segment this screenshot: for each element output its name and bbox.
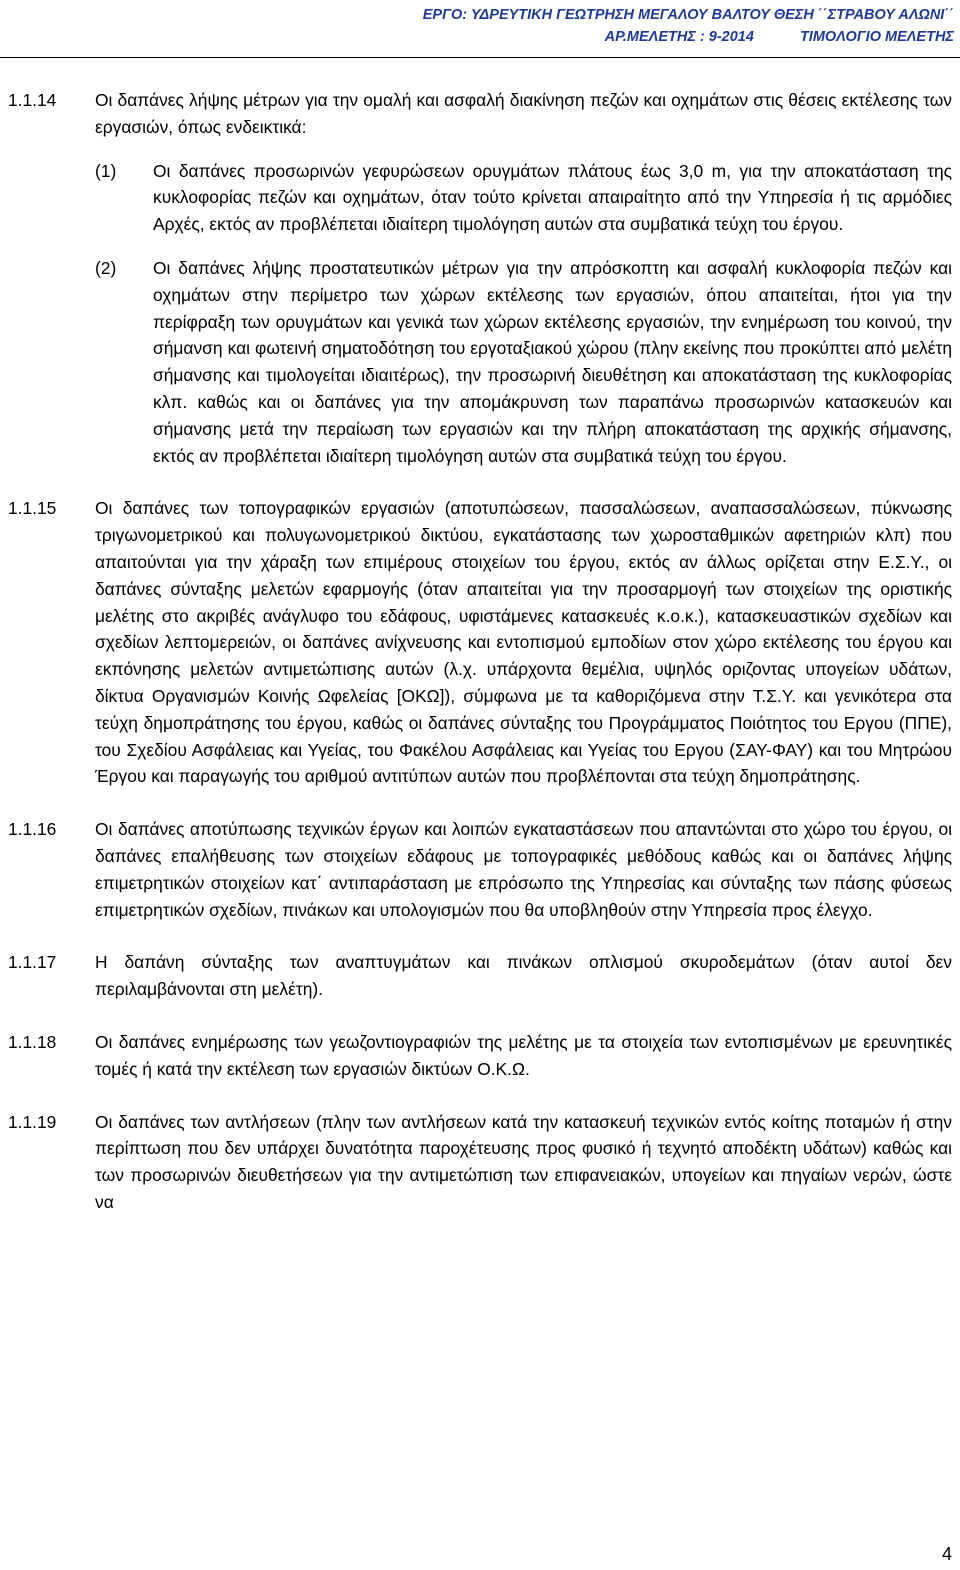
- clause-text: Οι δαπάνες αποτύπωσης τεχνικών έργων και λοιπών εγκαταστάσεων που απαντώνται στο χώρο του έργου, οι δαπάνες επαλήθευσης των στοιχείων εδάφους με τοπογραφικές μεθόδους καθώς και οι δαπάνες λήψης επιμετρητικών στοιχείων κατ΄ αντιπαράσταση με επρόσωπο της Υπηρεσίας και σύνταξης των πάσης φύσεως επιμετρητικών σχεδίων, πινάκων και υπολογισμών που θα υποβληθούν στην Υπηρεσία προς έλεγχο.: [95, 819, 952, 920]
- clause-text: Οι δαπάνες ενημέρωσης των γεωζοντιογραφιών της μελέτης με τα στοιχεία των εντοπισμένων με ερευνητικές τομές ή κατά την εκτέλεση των εργασιών δικτύων Ο.Κ.Ω.: [95, 1031, 952, 1079]
- clause-number: 1.1.18: [8, 1031, 57, 1052]
- clause-number: 1.1.19: [8, 1111, 57, 1132]
- clause-text: Οι δαπάνες των αντλήσεων (πλην των αντλήσεων κατά την κατασκευή τεχνικών εντός κοίτης ποταμών ή στην περίπτωση που δεν υπάρχει δυνατότητα παροχέτευσης προς φυσικό ή τεχνητό αποδέκτη υδάτων) καθώς και των προσωρινών διευθετήσεων για την αντιμετώπιση των επιφανειακών, υπογείων και πηγαίων νερών, ώστε να: [95, 1111, 952, 1212]
- page-header: [54, 4, 954, 48]
- clause-number: 1.1.14: [8, 90, 57, 110]
- clause-number: 1.1.17: [8, 952, 57, 973]
- subclause-1: [8, 158, 952, 238]
- subclause-number: (1): [95, 160, 117, 181]
- document-body: [8, 87, 952, 1216]
- page-number: 4: [941, 1544, 952, 1564]
- clause-1-1-14: [8, 87, 952, 141]
- header-meta: [54, 26, 954, 48]
- clause-text: Οι δαπάνες των τοπογραφικών εργασιών (αποτυπώσεων, πασσαλώσεων, αναπασσαλώσεων, πύκνωσης τριγωνομετρικού και πολυγωνομετρικού δικτύου, εγκατάστασης των χωροσταθμικών αφετηριών κλπ) που απαιτούνται για την χάραξη των επιμέρους στοιχείων του έργου, εκτός αν άλλως ορίζεται στην Ε.Σ.Υ., οι δαπάνες σύνταξης μελετών εφαρμογής (όταν απαιτείται για την προσαρμογή των στοιχείων της οριστικής μελέτης στο ακριβές ανάγλυφο του εδάφους, υφιστάμενες κατασκευές κ.ο.κ.), κατασκευαστικών σχεδίων και σχεδίων λεπτομερειών, οι δαπάνες ανίχνευσης και εντοπισμού εμποδίων στον χώρο εκτέλεσης του έργου και εκπόνησης μελετών αντιμετώπισης αυτών (λ.χ. υπάρχοντα θεμέλια, υψηλός οριζοντας υπογείων υδάτων, δίκτυα Οργανισμών Κοινής Ωφελείας [ΟΚΩ]), σύμφωνα με τα καθοριζόμενα στην Τ.Σ.Υ. και γενικότερα στα τεύχη δημοπράτησης του έργου, καθώς οι δαπάνες σύνταξης του Προγράμματος Ποιότητος του Εργου (ΠΠΕ), του Σχεδίου Ασφάλειας και Υγείας, του Φακέλου Ασφάλειας και Υγείας του Εργου (ΣΑΥ-ΦΑΥ) και του Μητρώου Έργου και παραγωγής του αριθμού αντιτύπων αυτών που προβλέπονται στα τεύχη δημοπράτησης.: [95, 498, 952, 787]
- subclause-number: (2): [95, 257, 117, 278]
- study-number: ΑΡ.ΜΕΛΕΤΗΣ : 9-2014: [604, 29, 754, 45]
- clause-1-1-15: [8, 495, 952, 790]
- clause-1-1-19: [8, 1109, 952, 1216]
- clause-1-1-17: [8, 949, 952, 1003]
- clause-number: 1.1.16: [8, 819, 57, 840]
- subclause-text: Οι δαπάνες λήψης προστατευτικών μέτρων για την απρόσκοπτη και ασφαλή κυκλοφορία πεζών και οχημάτων στην περίμετρο των χώρων εκτέλεσης των εργασιών, όπου απαιτείται, ήτοι για την περίφραξη των ορυγμάτων και γενικά των χώρων εκτέλεσης εργασιών, την ενημέρωση του κοινού, την σήμανση και φωτεινή σηματοδότηση του εργοταξιακού χώρου (πλην εκείνης που προκύπτει από μελέτη σήμανσης και τιμολογείται ιδιαιτέρως), την προσωρινή διευθέτηση και αποκατάσταση της κυκλοφορίας κλπ. καθώς και οι δαπάνες για την απομάκρυνση των παραπάνω προσωρινών κατασκευών και σήμανσης μετά την περαίωση των εργασιών και την πλήρη αποκατάσταση της αρχικής σήμανσης, εκτός αν προβλέπεται ιδιαίτερη τιμολόγηση αυτών στα συμβατικά τεύχη του έργου.: [153, 257, 952, 466]
- header-rule: [0, 57, 960, 58]
- subclause-text: Οι δαπάνες προσωρινών γεφυρώσεων ορυγμάτων πλάτους έως 3,0 m, για την αποκατάσταση της κυκλοφορίας πεζών και οχημάτων, όταν τούτο κρίνεται απαιραίτητο από την Υπηρεσία ή τις αρμόδιες Αρχές, εκτός αν προβλέπεται ιδιαίτερη τιμολόγηση αυτών στα συμβατικά τεύχη του έργου.: [153, 160, 952, 235]
- subclause-2: [8, 255, 952, 469]
- document-type: ΤΙΜΟΛΟΓΙΟ ΜΕΛΕΤΗΣ: [799, 29, 954, 45]
- clause-1-1-18: [8, 1029, 952, 1083]
- clause-text: Οι δαπάνες λήψης μέτρων για την ομαλή και ασφαλή διακίνηση πεζών και οχημάτων στις θέσεις εκτέλεσης των εργασιών, όπως ενδεικτικά:: [95, 90, 952, 137]
- clause-text: Η δαπάνη σύνταξης των αναπτυγμάτων και πινάκων οπλισμού σκυροδεμάτων (όταν αυτοί δεν περιλαμβάνονται στη μελέτη).: [95, 952, 952, 1000]
- project-title: ΕΡΓΟ: ΥΔΡΕΥΤΙΚΗ ΓΕΩΤΡΗΣΗ ΜΕΓΑΛΟΥ ΒΑΛΤΟΥ ΘΕΣΗ ΄΄ΣΤΡΑΒΟΥ ΑΛΩΝΙ΄΄: [422, 7, 954, 23]
- clause-1-1-16: [8, 816, 952, 923]
- clause-number: 1.1.15: [8, 498, 57, 519]
